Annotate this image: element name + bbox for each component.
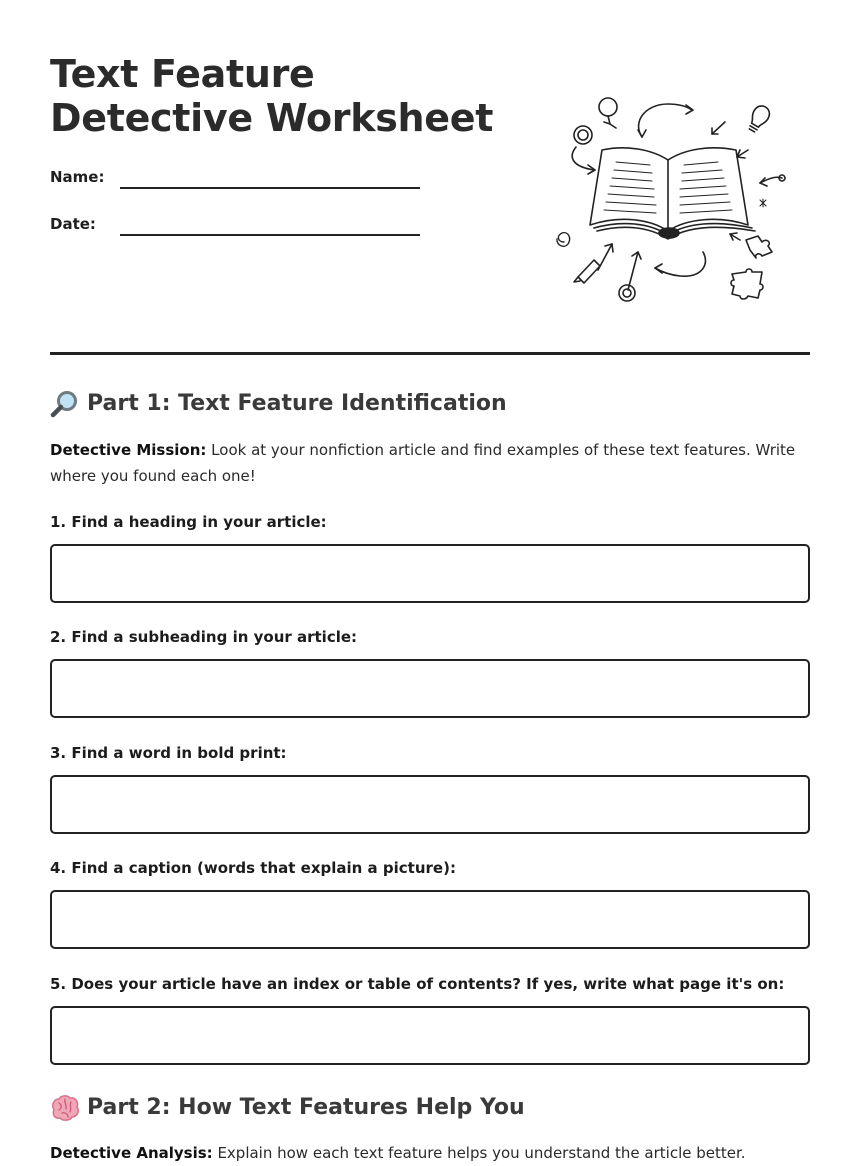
name-label: Name: [50, 168, 105, 186]
analysis-text: Explain how each text feature helps you understand the article better. [212, 1144, 746, 1162]
puzzle-icon [731, 236, 772, 299]
mission-label: Detective Mission: [50, 441, 207, 459]
answer-box-4[interactable] [50, 890, 810, 949]
worksheet-header [50, 0, 810, 355]
answer-box-1[interactable] [50, 544, 810, 603]
question-3 [50, 743, 810, 834]
worksheet-page [50, 0, 810, 1162]
question-label: 4. Find a caption (words that explain a picture): [50, 859, 456, 877]
worksheet-title: Text Feature Detective Worksheet [50, 52, 494, 140]
date-field-row [50, 211, 420, 234]
book-icon [590, 148, 755, 239]
idea-bulb-icon [745, 103, 772, 134]
part2-heading-text: Part 2: How Text Features Help You [87, 1095, 525, 1120]
brain-icon [50, 1093, 80, 1123]
answer-box-2[interactable] [50, 659, 810, 718]
part2-heading [50, 1093, 525, 1123]
pen-icon [574, 260, 600, 283]
question-label: 2. Find a subheading in your article: [50, 628, 358, 646]
answer-box-3[interactable] [50, 775, 810, 834]
answer-box-5[interactable] [50, 1006, 810, 1065]
part1-heading [50, 389, 507, 419]
part1-heading-text: Part 1: Text Feature Identification [87, 391, 507, 416]
magnifying-glass-icon [50, 389, 80, 419]
question-label: 5. Does your article have an index or table of contents? If yes, write what page it's on: [50, 975, 785, 993]
name-field-row [50, 164, 420, 187]
detective-mission [50, 437, 810, 489]
analysis-label: Detective Analysis: [50, 1144, 213, 1162]
question-5 [50, 974, 810, 1065]
mission-text: Look at your nonfiction article and find examples of these text features. Write where you found each one! [50, 441, 796, 485]
question-4 [50, 858, 810, 949]
question-2 [50, 627, 810, 718]
detective-analysis [50, 1140, 810, 1166]
question-label: 1. Find a heading in your article: [50, 513, 327, 531]
magnifier-icon [574, 126, 592, 144]
date-label: Date: [50, 215, 96, 233]
date-line[interactable] [120, 211, 420, 236]
question-label: 3. Find a word in bold print: [50, 744, 287, 762]
question-1 [50, 512, 810, 603]
open-book-illustration [550, 92, 790, 307]
name-line[interactable] [120, 164, 420, 189]
lightbulb-icon [599, 98, 617, 128]
